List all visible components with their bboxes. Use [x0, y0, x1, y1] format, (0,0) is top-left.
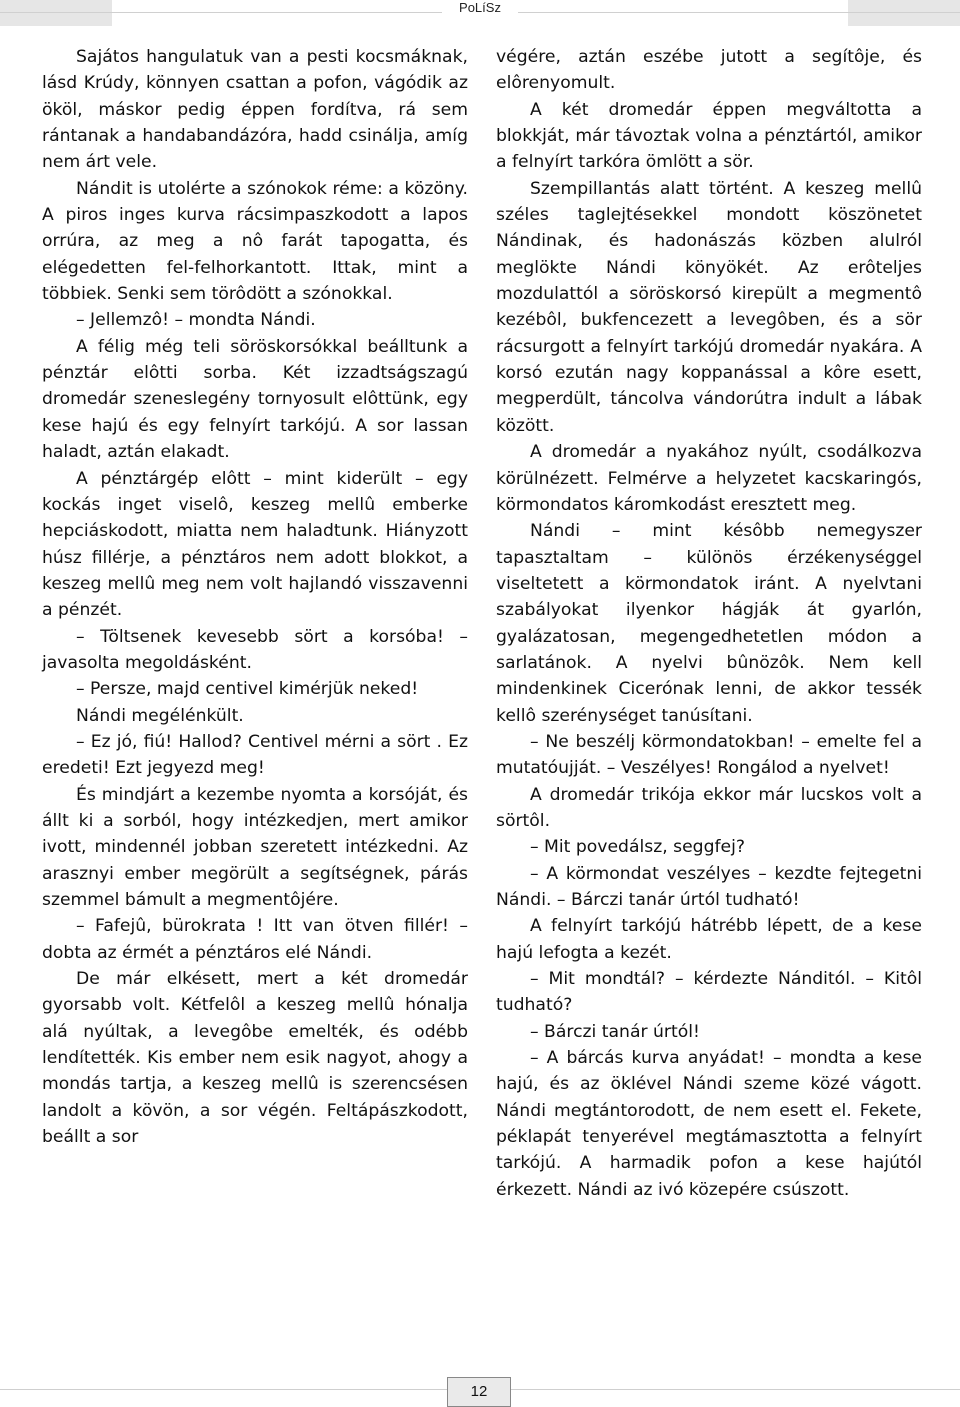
dialogue-line: – Fafejû, bürokrata ! Itt van ötven fillér! – dobta az érmét a pénztáros elé Nándi.	[42, 916, 468, 963]
paragraph-continued: végére, aztán eszébe jutott a segítôje, és elôrenyomult.	[496, 47, 922, 94]
paragraph: A pénztárgép elôtt – mint kiderült – egy kockás inget viselô, keszeg mellû emberke hepciáskodott, miatta nem haladtunk. Hiányzott húsz fillérje, a pénztáros nem adott blokkot, a keszeg mellû meg nem volt hajlandó visszavenni a pénzét.	[42, 468, 468, 621]
paragraph: Nándi megélénkült.	[76, 705, 244, 726]
dialogue-line: – Persze, majd centivel kimérjük neked!	[76, 679, 419, 700]
left-column	[42, 44, 468, 1150]
right-column	[496, 44, 922, 1203]
paragraph: És mindjárt a kezembe nyomta a korsóját, és állt ki a sorból, hogy intézkedjen, mert amikor ivott, mindennél jobban szeretett intézkedni. Az arasznyi ember megörült a segítségnek, párás szemmel bámult a megmentôjére.	[42, 784, 468, 910]
paragraph: A dromedár trikója ekkor már lucskos volt a sörtôl.	[496, 784, 922, 831]
paragraph: A felnyírt tarkójú hátrébb lépett, de a kese hajú lefogta a kezét.	[496, 916, 922, 963]
dialogue-line: – Jellemzô! – mondta Nándi.	[76, 310, 316, 331]
header-corner-right	[848, 0, 960, 26]
dialogue-line: – Mit mondtál? – kérdezte Nánditól. – Kitôl tudható?	[496, 969, 922, 1016]
page-number: 12	[447, 1377, 511, 1407]
paragraph: A két dromedár éppen megváltotta a blokkját, már távoztak volna a pénztártól, amikor a felnyírt tarkóra ömlött a sör.	[496, 99, 922, 173]
dialogue-line: – Bárczi tanár úrtól!	[530, 1021, 700, 1042]
dialogue-line: – A bárcás kurva anyádat! – mondta a kese hajú, és az öklével Nándi szeme közé vágott. Nándi megtántorodott, de nem esett el. Fekete, péklapát tenyerével megtámasztotta a felnyírt tarkójú. A harmadik pofon a kese hajútól érkezett. Nándi az ivó közepére csúszott.	[496, 1048, 922, 1200]
paragraph: A dromedár a nyakához nyúlt, csodálkozva körülnézett. Felmérve a helyzetet kacskaringós, körmondatos káromkodást eresztett meg.	[496, 442, 922, 515]
paragraph: Nándit is utolérte a szónokok réme: a közöny. A piros inges kurva rácsimpaszkodott a lapos orrúra, az meg a nô farát tapogatta, és elégedetten fel-felhorkantott. Ittak, mint a többiek. Senki sem törôdött a szónokkal.	[42, 178, 468, 305]
paragraph: A félig még teli söröskorsókkal beálltunk a pénztár elôtti sorba. Két izzadtságszagú dromedár szeneslegény tornyosult elôttünk, egy kese hajú és egy felnyírt tarkójú. A sor lassan haladt, aztán elakadt.	[42, 336, 468, 463]
dialogue-line: – Mit povedálsz, seggfej?	[530, 837, 746, 858]
paragraph: De már elkésett, mert a két dromedár gyorsabb volt. Kétfelôl a keszeg mellû hónalja alá nyúltak, a levegôbe emelték, és odébb lendítették. Kis ember nem esik nagyot, ahogy a mondás tartja, a keszeg mellû is szerencsésen landolt a kövön, a sor végén. Feltápászkodott, beállt a sor	[42, 969, 468, 1148]
paragraph: Sajátos hangulatuk van a pesti kocsmáknak, lásd Krúdy, könnyen csattan a pofon, vágódik az ököl, máskor pedig éppen fordítva, rá sem rántanak a handabandázóra, hadd csinálja, amíg nem árt vele.	[42, 47, 468, 173]
header-corner-left	[0, 0, 112, 26]
paragraph: Szempillantás alatt történt. A keszeg mellû széles taglejtésekkel mondott köszönetet Nándinak, és hadonászás közben alulról meglökte Nándi könyökét. Az erôteljes mozdulattól a söröskorsó kirepült a megmentô kezébôl, bukfencezett a levegôben, és a sör rácsurgott a felnyírt tarkójú dromedár nyakára. A korsó ezután nagy koppanással a kôre esett, megperdült, táncolva vándorútra indult a lábak között.	[496, 178, 922, 436]
running-header: PoLíSz	[442, 0, 518, 16]
dialogue-line: – A körmondat veszélyes – kezdte fejtegetni Nándi. – Bárczi tanár úrtól tudható!	[496, 863, 922, 910]
dialogue-line: – Töltsenek kevesebb sört a korsóba! – javasolta megoldásként.	[42, 626, 468, 673]
dialogue-line: – Ne beszélj körmondatokban! – emelte fel a mutatóujját. – Veszélyes! Rongálod a nyelvet!	[496, 731, 922, 779]
dialogue-line: – Ez jó, fiú! Hallod? Centivel mérni a sört . Ez eredeti! Ezt jegyezd meg!	[42, 731, 468, 779]
paragraph: Nándi – mint késôbb nemegyszer tapasztaltam – különös érzékenységgel viseltetett a körmondatok iránt. A nyelvtani szabályokat ilyenkor hágják át gyarlón, gyalázatosan, megengedhetetlen módon a sarlatánok. A nyelvi bûnözôk. Nem kell mindenkinek Cicerónak lenni, de akkor tessék kellô szerénységet tanúsítani.	[496, 521, 922, 726]
